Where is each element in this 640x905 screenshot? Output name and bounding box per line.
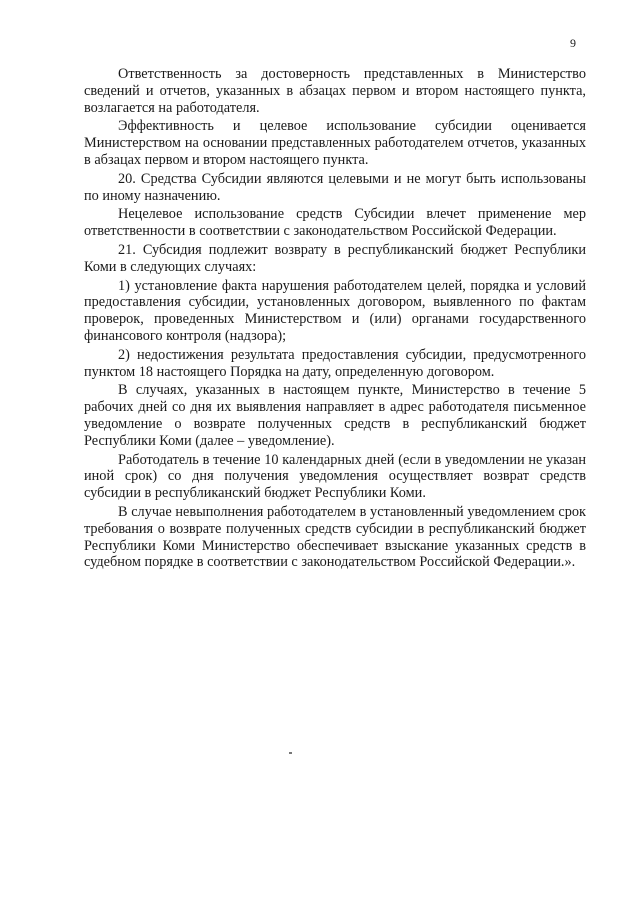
paragraph-case-1: 1) установление факта нарушения работодателем целей, порядка и условий предоставления субсидии, установленных договором, выявленного по фактам проверок, проведенных Министерством и (или) органами государственного финансового контроля (надзора); [84,277,586,344]
paragraph-notification: В случаях, указанных в настоящем пункте, Министерство в течение 5 рабочих дней со дня их выявления направляет в адрес работодателя письменное уведомление о возврате полученных средств в республиканский бюджет Республики Коми (далее – уведомление). [84,382,586,449]
paragraph-return-deadline: Работодатель в течение 10 календарных дней (если в уведомлении не указан иной срок) со дня получения уведомления осуществляет возврат средств субсидии в республиканский бюджет Республики Коми. [84,451,586,502]
page-number: 9 [570,36,576,50]
document-body [84,66,586,573]
paragraph-case-2: 2) недостижения результата предоставления субсидии, предусмотренного пунктом 18 настоящего Порядка на дату, определенную договором. [84,346,586,380]
paragraph-enforcement: В случае невыполнения работодателем в установленный уведомлением срок требования о возврате полученных средств субсидии в республиканский бюджет Республики Коми Министерство обеспечивает взыскание указанных средств в судебном порядке в соответствии с законодательством Российской Федерации.». [84,503,586,571]
paragraph-20: 20. Средства Субсидии являются целевыми и не могут быть использованы по иному назначению. [84,170,586,204]
paragraph-responsibility: Ответственность за достоверность представленных в Министерство сведений и отчетов, указанных в абзацах первом и втором настоящего пункта, возлагается на работодателя. [84,66,586,116]
paragraph-efficiency: Эффективность и целевое использование субсидии оценивается Министерством на основании представленных работодателем отчетов, указанных в абзацах первом и втором настоящего пункта. [84,118,586,168]
scan-dot [289,752,292,754]
paragraph-21: 21. Субсидия подлежит возврату в республиканский бюджет Республики Коми в следующих случаях: [84,241,586,275]
paragraph-misuse: Нецелевое использование средств Субсидии влечет применение мер ответственности в соответствии с законодательством Российской Федерации. [84,206,586,240]
